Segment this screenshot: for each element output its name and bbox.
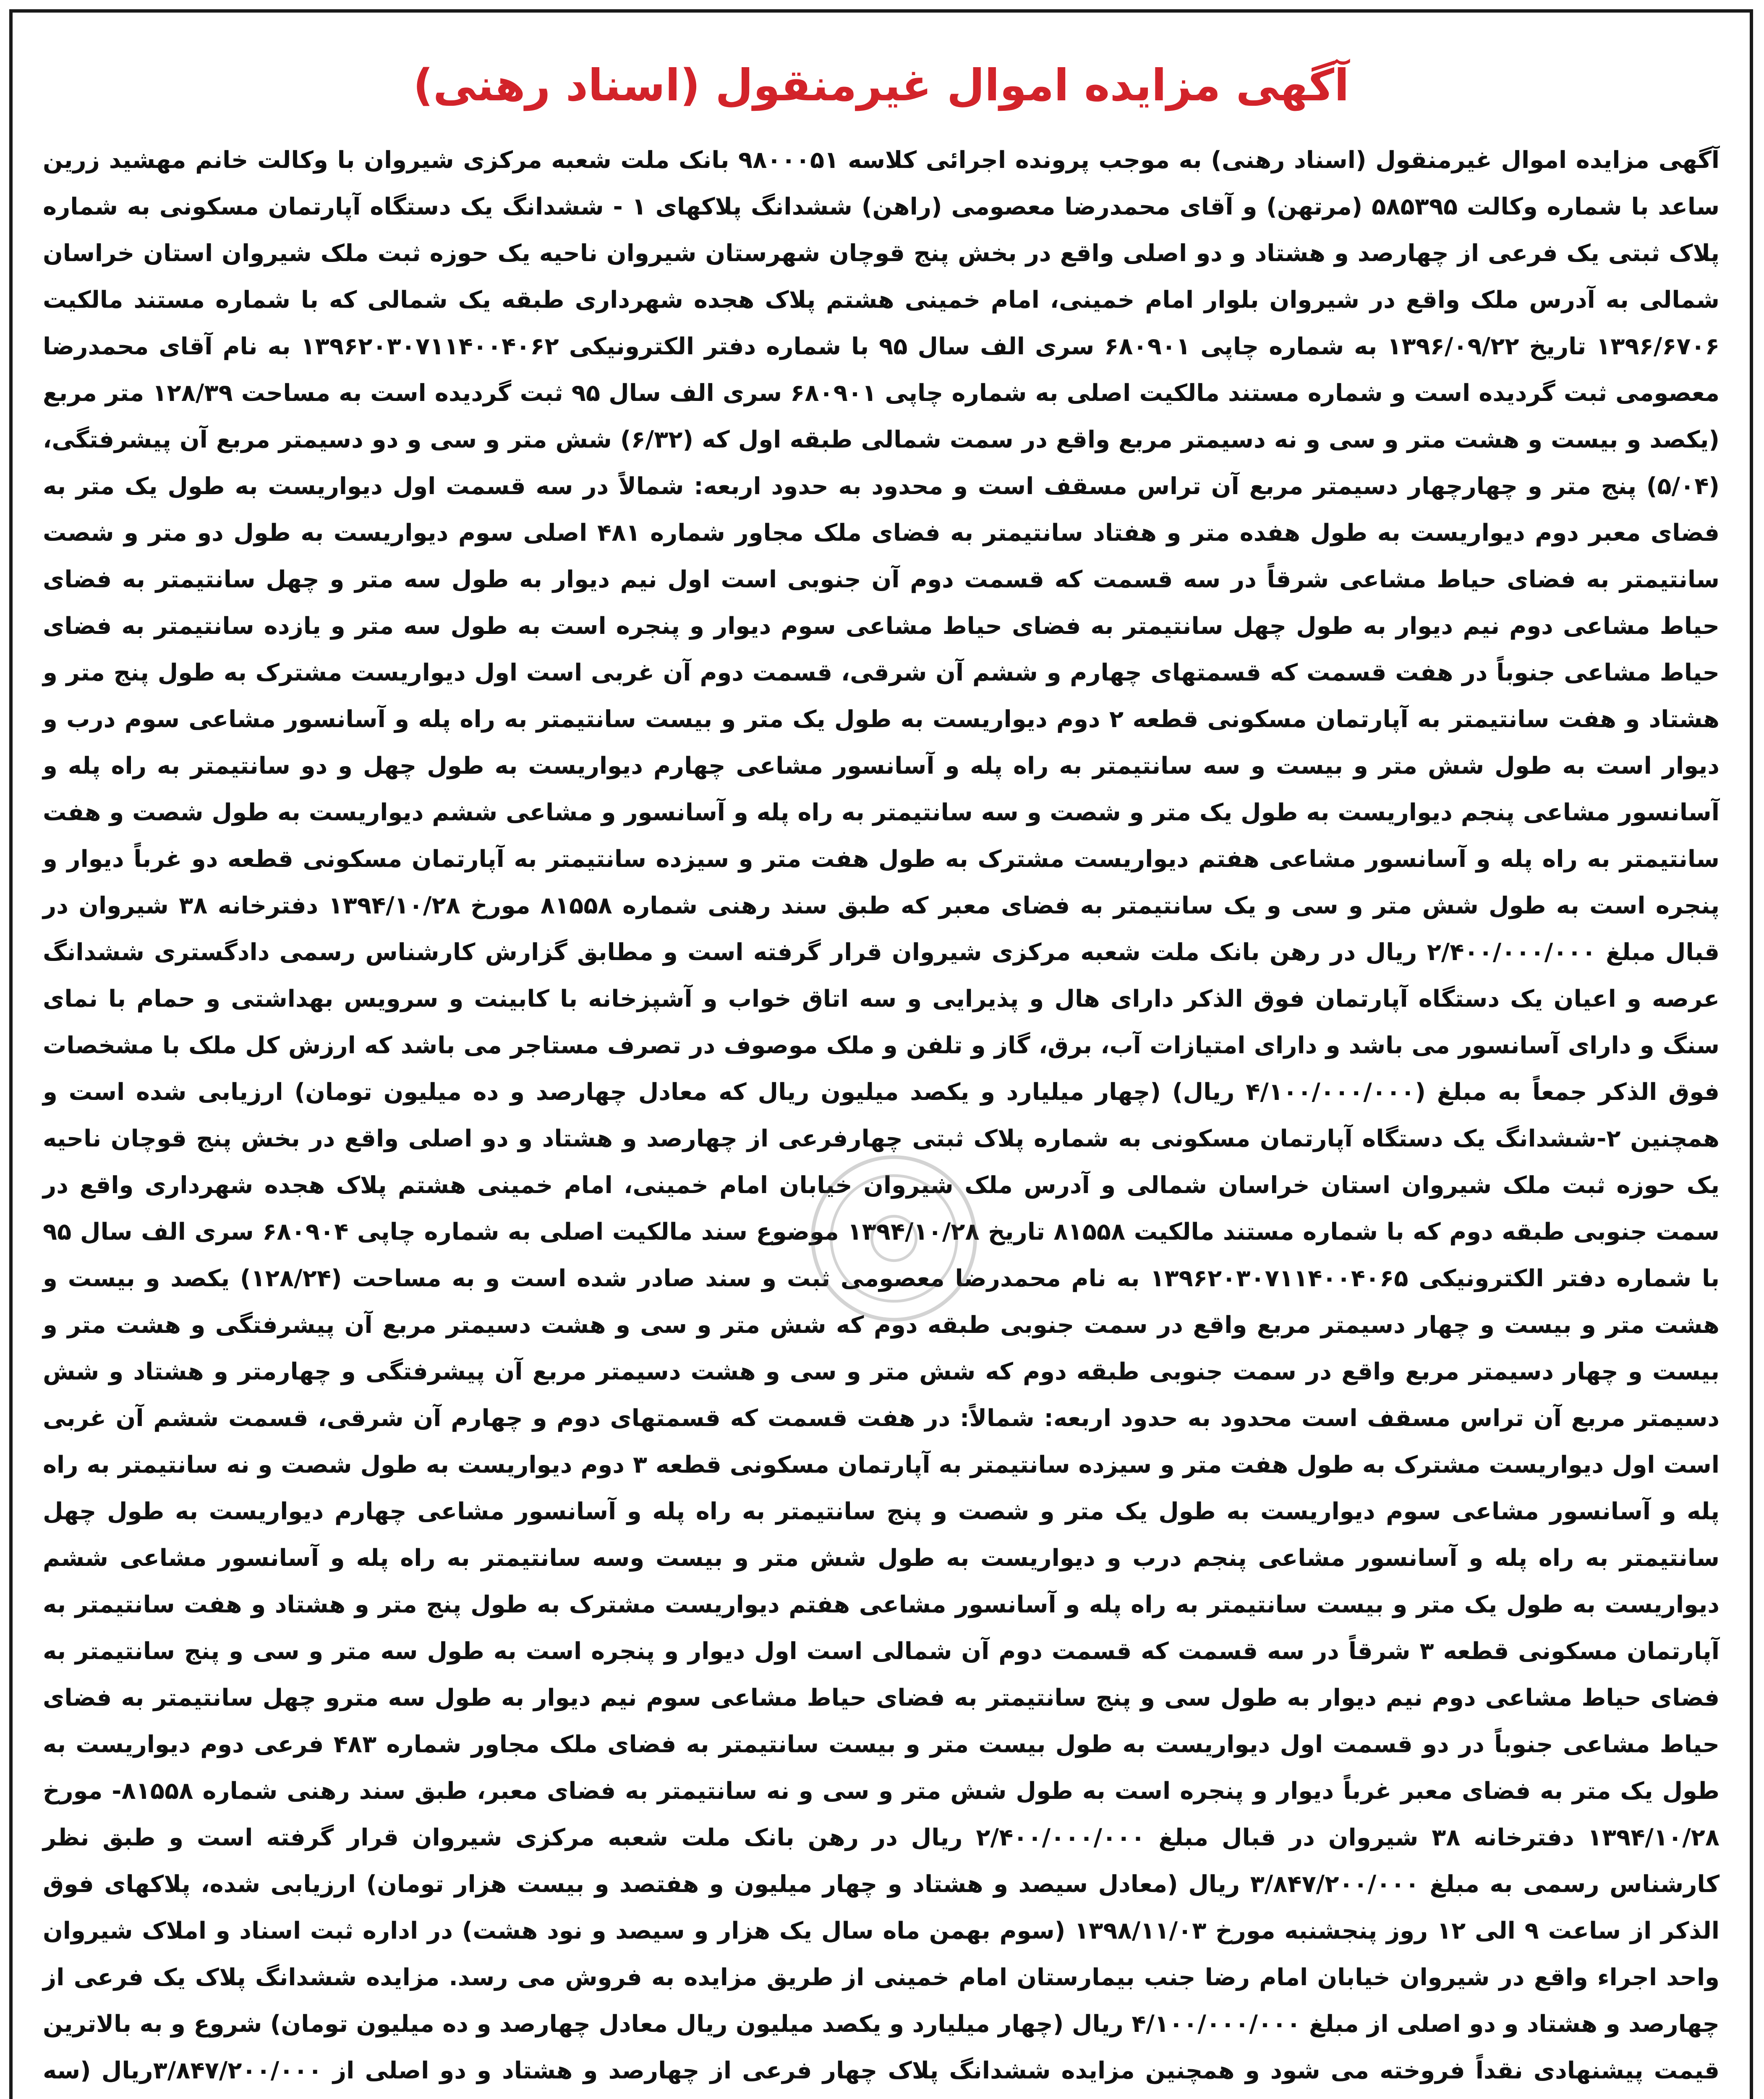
notice-title: آگهی مزایده اموال غیرمنقول (اسناد رهنی) — [413, 60, 1349, 111]
notice-body — [43, 137, 1720, 2099]
notice-body-text: به موجب پرونده اجرائی کلاسه ۹۸۰۰۰۵۱ بانک ملت شعبه مرکزی شیروان با وکالت خانم مهشید زرین ساعد با شماره وکالت ۵۸۵۳۹۵ (مرتهن) و آقای محمدرضا معصومی (راهن) ششدانگ پلاکهای ۱ - ششدانگ یک دستگاه آپارتمان مسکونی به شماره پلاک ثبتی یک فرعی از چهارصد و هشتاد و دو اصلی واقع در بخش پنج قوچان شهرستان شیروان ناحیه یک حوزه ثبت ملک شیروان استان خراسان شمالی به آدرس ملک واقع در شیروان بلوار امام خمینی، امام خمینی هشتم پلاک هجده شهرداری طبقه یک شمالی که با شماره مستند مالکیت ۱۳۹۶/۶۷۰۶ تاریخ ۱۳۹۶/۰۹/۲۲ به شماره چاپی ۶۸۰۹۰۱ سری الف سال ۹۵ با شماره دفتر الکترونیکی ۱۳۹۶۲۰۳۰۷۱۱۴۰۰۴۰۶۲ به نام آقای محمدرضا معصومی ثبت گردیده است و شماره مستند مالکیت اصلی به شماره چاپی ۶۸۰۹۰۱ سری الف سال ۹۵ ثبت گردیده است به مساحت ۱۲۸/۳۹ متر مربع (یکصد و بیست و هشت متر و سی و نه دسیمتر مربع واقع در سمت شمالی طبقه اول که (۶/۳۲) شش متر و سی و دو دسیمتر مربع آن پیشرفتگی، (۵/۰۴) پنج متر و چهارچهار دسیمتر مربع آن تراس مسقف است و محدود به حدود اربعه: شمالاً در سه قسمت اول دیواریست به طول یک متر به فضای معبر دوم دیواریست به طول هفده متر و هفتاد سانتیمتر به فضای ملک مجاور شماره ۴۸۱ اصلی سوم دیواریست به طول دو متر و شصت سانتیمتر به فضای حیاط مشاعی شرقاً در سه قسمت که قسمت دوم آن جنوبی است اول نیم دیوار به طول سه متر و چهل سانتیمتر به فضای حیاط مشاعی دوم نیم دیوار به طول چهل سانتیمتر به فضای حیاط مشاعی سوم دیوار و پنجره است به طول سه متر و یازده سانتیمتر به فضای حیاط مشاعی جنوباً در هفت قسمت که قسمتهای چهارم و ششم آن شرقی، قسمت دوم آن غربی است اول دیواریست مشترک به طول پنج متر و هشتاد و هفت سانتیمتر به آپارتمان مسکونی قطعه ۲ دوم دیواریست به طول یک متر و بیست سانتیمتر به راه پله و آسانسور مشاعی سوم درب و دیوار است به طول شش متر و بیست و سه سانتیمتر به راه پله و آسانسور مشاعی چهارم دیواریست به طول چهل و دو سانتیمتر به راه پله و آسانسور مشاعی پنجم دیواریست به طول یک متر و شصت و سه سانتیمتر به راه پله و آسانسور و مشاعی ششم دیواریست به طول شصت و هفت سانتیمتر به راه پله و آسانسور مشاعی هفتم دیواریست مشترک به طول هفت متر و سیزده سانتیمتر به آپارتمان مسکونی قطعه دو غرباً دیوار و پنجره است به طول شش متر و سی و یک سانتیمتر به فضای معبر که طبق سند رهنی شماره ۸۱۵۵۸ مورخ ۱۳۹۴/۱۰/۲۸ دفترخانه ۳۸ شیروان در قبال مبلغ ۲/۴۰۰/۰۰۰/۰۰۰ ریال در رهن بانک ملت شعبه مرکزی شیروان قرار گرفته است و مطابق گزارش کارشناس رسمی دادگستری ششدانگ عرصه و اعیان یک دستگاه آپارتمان فوق الذکر دارای هال و پذیرایی و سه اتاق خواب و آشپزخانه با کابینت و سرویس بهداشتی و حمام با نمای سنگ و دارای آسانسور می باشد و دارای امتیازات آب، برق، گاز و تلفن و ملک موصوف در تصرف مستاجر می باشد که ارزش کل ملک با مشخصات فوق الذکر جمعاً به مبلغ (۴/۱۰۰/۰۰۰/۰۰۰ ریال) (چهار میلیارد و یکصد میلیون ریال که معادل چهارصد و ده میلیون تومان) ارزیابی شده است و همچنین ۲-ششدانگ یک دستگاه آپارتمان مسکونی به شماره پلاک ثبتی چهارفرعی از چهارصد و هشتاد و دو اصلی واقع در بخش پنج قوچان ناحیه یک حوزه ثبت ملک شیروان استان خراسان شمالی و آدرس ملک شیروان خیابان امام خمینی، امام خمینی هشتم پلاک هجده شهرداری واقع در سمت جنوبی طبقه دوم که با شماره مستند مالکیت ۸۱۵۵۸ تاریخ ۱۳۹۴/۱۰/۲۸ موضوع سند مالکیت اصلی به شماره چاپی ۶۸۰۹۰۴ سری الف سال ۹۵ با شماره دفتر الکترونیکی ۱۳۹۶۲۰۳۰۷۱۱۴۰۰۴۰۶۵ به نام محمدرضا معصومی ثبت و سند صادر شده است و به مساحت (۱۲۸/۲۴) یکصد و بیست و هشت متر و بیست و چهار دسیمتر مربع واقع در سمت جنوبی طبقه دوم که شش متر و سی و هشت دسیمتر مربع آن پیشرفتگی و هشت متر و بیست و چهار دسیمتر مربع واقع در سمت جنوبی طبقه دوم که شش متر و سی و هشت دسیمتر مربع آن پیشرفتگی و چهارمتر و هشتاد و شش دسیمتر مربع آن تراس مسقف است محدود به حدود اربعه: شمالاً: در هفت قسمت که قسمتهای دوم و چهارم آن شرقی، قسمت ششم آن غربی است اول دیواریست مشترک به طول هفت متر و سیزده سانتیمتر به آپارتمان مسکونی قطعه ۳ دوم دیواریست به طول شصت و نه سانتیمتر به راه پله و آسانسور مشاعی سوم دیواریست به طول یک متر و شصت و پنج سانتیمتر به راه پله و آسانسور مشاعی چهارم دیواریست به طول چهل سانتیمتر به راه پله و آسانسور مشاعی پنجم درب و دیواریست به طول شش متر و بیست وسه سانتیمتر به راه پله و آسانسور مشاعی ششم دیواریست به طول یک متر و بیست سانتیمتر به راه پله و آسانسور مشاعی هفتم دیواریست مشترک به طول پنج متر و هشتاد و هفت سانتیمتر به آپارتمان مسکونی قطعه ۳ شرقاً در سه قسمت که قسمت دوم آن شمالی است اول دیوار و پنجره است به طول سه متر و سی و پنج سانتیمتر به فضای حیاط مشاعی دوم نیم دیوار به طول سی و پنج سانتیمتر به فضای حیاط مشاعی سوم نیم دیوار به طول سه مترو چهل سانتیمتر به فضای حیاط مشاعی جنوباً در دو قسمت اول دیواریست به طول بیست متر و بیست سانتیمتر به فضای ملک مجاور شماره ۴۸۳ فرعی دوم دیواریست به طول یک متر به فضای معبر غرباً دیوار و پنجره است به طول شش متر و سی و نه سانتیمتر به فضای معبر، طبق سند رهنی شماره ۸۱۵۵۸- مورخ ۱۳۹۴/۱۰/۲۸ دفترخانه ۳۸ شیروان در قبال مبلغ ۲/۴۰۰/۰۰۰/۰۰۰ ریال در رهن بانک ملت شعبه مرکزی شیروان قرار گرفته است و طبق نظر کارشناس رسمی به مبلغ ۳/۸۴۷/۲۰۰/۰۰۰ ریال (معادل سیصد و هشتاد و چهار میلیون و هفتصد و بیست هزار تومان) ارزیابی شده، پلاکهای فوق الذکر از ساعت ۹ الی ۱۲ روز پنجشنبه مورخ ۱۳۹۸/۱۱/۰۳ (سوم بهمن ماه سال یک هزار و سیصد و نود هشت) در اداره ثبت اسناد و املاک شیروان واحد اجراء واقع در شیروان خیابان امام رضا جنب بیمارستان امام خمینی از طریق مزایده به فروش می رسد. مزایده ششدانگ پلاک یک فرعی از چهارصد و هشتاد و دو اصلی از مبلغ ۴/۱۰۰/۰۰۰/۰۰۰ ریال (چهار میلیارد و یکصد میلیون ریال معادل چهارصد و ده میلیون تومان) شروع و به بالاترین قیمت پیشنهادی نقداً فروخته می شود و همچنین مزایده ششدانگ پلاک چهار فرعی از چهارصد و هشتاد و دو اصلی از ۳/۸۴۷/۲۰۰/۰۰۰ریال (سه — [43, 147, 1720, 2084]
notice-lead: آگهی مزایده اموال غیرمنقول (اسناد رهنی) — [1211, 147, 1720, 174]
seal-watermark-icon — [802, 1146, 986, 1331]
notice-frame — [9, 9, 1753, 2099]
